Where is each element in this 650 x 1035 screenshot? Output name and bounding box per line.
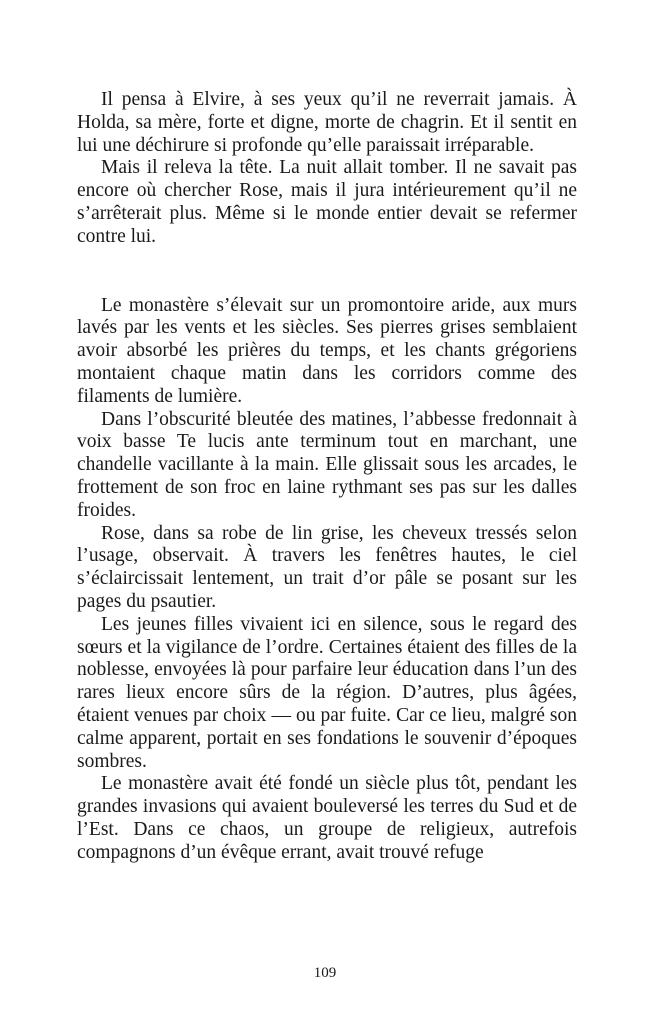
paragraph-releva-la-tete: Mais il releva la tête. La nuit allait tomber. Il ne savait pas encore où chercher Rose, mais il jura intérieurement qu’il ne s’arrêterait plus. Même si le monde entier devait se refermer contre lui.	[77, 157, 577, 247]
paragraph-elvire: Il pensa à Elvire, à ses yeux qu’il ne reverrait jamais. À Holda, sa mère, forte et digne, morte de chagrin. Et il sentit en lui une déchirure si profonde qu’elle paraissait irréparable.	[77, 89, 577, 156]
paragraph-matines: Dans l’obscurité bleutée des matines, l’abbesse fredonnait à voix basse Te lucis ante terminum tout en marchant, une chandelle vacillante à la main. Elle glissait sous les arcades, le frottement de son froc en laine rythmant ses pas sur les dalles froides.	[77, 408, 577, 521]
page-number: 109	[313, 965, 337, 981]
paragraph-jeunes-filles: Les jeunes filles vivaient ici en silence, sous le regard des sœurs et la vigilance de l’ordre. Certaines étaient des filles de la noblesse, envoyées là pour parfaire leur éducation dans l’un des rares lieux encore sûrs de la région. D’autres, plus âgées, étaient venues par choix — ou par fuite. Car ce lieu, malgré son calme apparent, portait en ses fondations le souvenir d’époques sombres.	[77, 613, 577, 772]
page-body	[77, 89, 577, 865]
paragraph-monastere: Le monastère s’élevait sur un promontoire aride, aux murs lavés par les vents et les siècles. Ses pierres grises semblaient avoir absorbé les prières du temps, et les chants grégoriens montaient chaque matin dans les corridors comme des filaments de lumière.	[77, 294, 577, 407]
paragraph-rose-observait: Rose, dans sa robe de lin grise, les cheveux tressés selon l’usage, observait. À travers les fenêtres hautes, le ciel s’éclaircissait lentement, un trait d’or pâle se posant sur les pages du psautier.	[77, 522, 577, 612]
paragraph-fondation: Le monastère avait été fondé un siècle plus tôt, pendant les grandes invasions qui avaient bouleversé les terres du Sud et de l’Est. Dans ce chaos, un groupe de religieux, autrefois compagnons d’un évêque errant, avait trouvé refuge	[77, 773, 577, 863]
section-break	[77, 249, 577, 295]
